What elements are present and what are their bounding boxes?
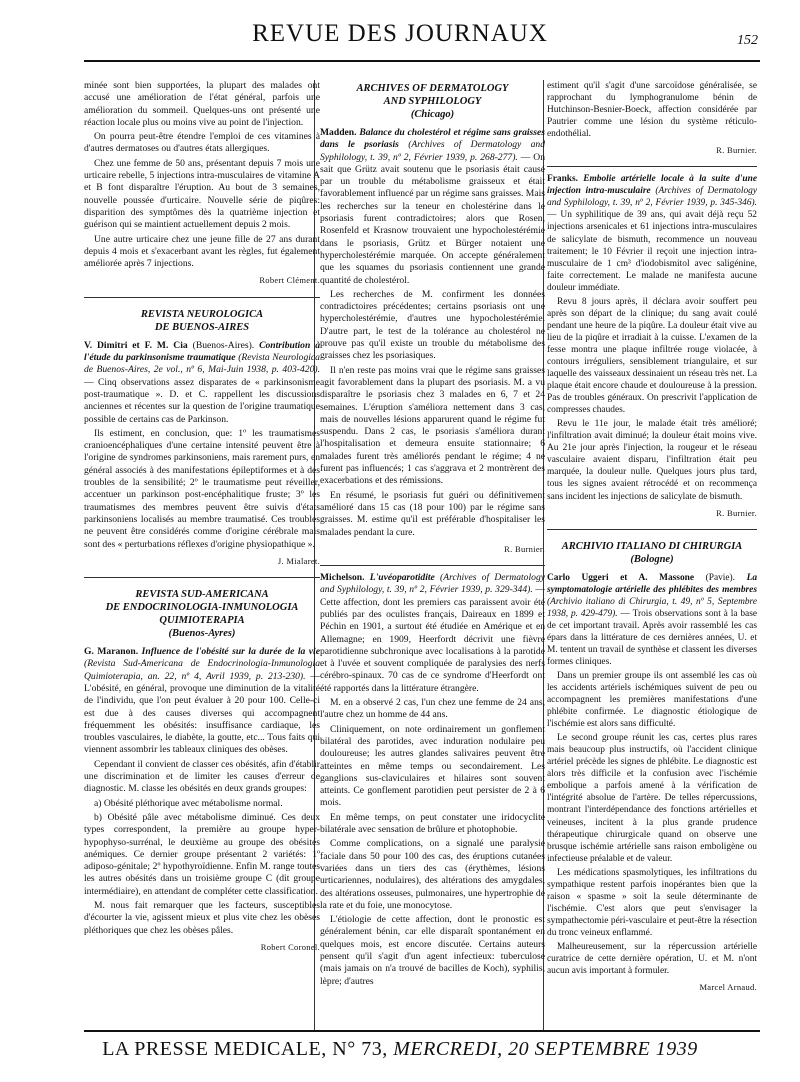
signature: R. Burnier. bbox=[716, 145, 757, 156]
section-rule bbox=[84, 297, 320, 298]
footer-journal: LA PRESSE MEDICALE, bbox=[102, 1038, 327, 1060]
article-body: — On sait que Grütz avait soutenu que le psoriasis était causé par un trouble du métabolisme graisseux et était favorablement influencé par un régime sans graisses. Mais les recherches sur la teneur en cholestérine dans le psoriasis furent contradictoires; alors que Rosen, Rosenfeld et Krasnow trouvaient une hypocholestérémie dans le psoriasis, Grütz et Bürger notaient une hypercholestérémie marquée. On accepte généralement que les squames du psoriasis contiennent une grande quantité de cholestérol. bbox=[320, 151, 545, 286]
journal-title: ARCHIVIO ITALIANO DI CHIRURGIA (Bologne) bbox=[561, 540, 743, 565]
article-title: L'uvéoparotidite bbox=[369, 572, 435, 584]
paragraph: Une autre urticaire chez une jeune fille de 27 ans durant depuis 4 mois et s'exacerbant avant les règles, fut également améliorée après 7 injections. bbox=[84, 233, 320, 270]
article-title: Influence de l'obésité sur la durée de la vie bbox=[141, 646, 320, 658]
article bbox=[84, 340, 320, 426]
article bbox=[547, 572, 757, 668]
article-reference: (Revista Neurologica de Buenos-Aires, 2e vol., nº 6, Mai-Juin 1938, p. 403-420). bbox=[84, 352, 320, 376]
paragraph: Il n'en reste pas moins vrai que le régime sans graisses agit favorablement dans la plupart des psoriasis. M. a vu disparaître le psoriasis chez 3 malades en 6, 7 et 24 semaines. L'éruption s'améliora nettement dans 3 cas, mais de nouvelles lésions apparurent quand le régime fut suspendu. Dans 2 cas, le psoriasis s'améliora durant l'hospitalisation et demeura ensuite stationnaire; 6 malades furent très améliorés pendant le régime; 4 ne furent pas influencés; 1 cas s'aggrava et 2 montrèrent des exacerbations et des rémissions. bbox=[320, 364, 545, 487]
article-reference: (Archives of Dermatology and Syphilology, t. 39, nº 2, Février 1939, p. 345-346). bbox=[547, 186, 757, 209]
journal-title: REVISTA NEUROLOGICA DE BUENOS-AIRES bbox=[140, 308, 264, 333]
article bbox=[320, 127, 545, 287]
paragraph: Comme complications, on a signalé une paralysie faciale dans 50 pour 100 des cas, des éruptions cutanées variées dans un tiers des cas (érythèmes, lésions urticariennes, nodulaires), des altérations des amygdales, des altérations osseuses, pulmonaires, une hypertrophie de la rate et du foie, une monocytose. bbox=[320, 838, 545, 911]
article-body: — Trois observations sont à la base de cet important travail. Après avoir rassemblé les cas épars dans la littérature de ces dernières années, U. et M. tentent un travail de synthèse et classent les diverses formes cliniques. bbox=[547, 608, 758, 667]
section-rule bbox=[547, 529, 757, 530]
paragraph: Revu le 11e jour, le malade était très amélioré; l'infiltration avait diminué; la douleur était moins vive. Au 21e jour après l'injection, la rougeur et le réseau vasculaire avaient disparu, l'infiltration était peu marquée, la douleur nulle. Quelques jours plus tard, tous les signes avaient rétrocédé et on recommença sans incident les injections de salicylate de bismuth. bbox=[547, 419, 757, 502]
running-title: REVUE DES JOURNAUX bbox=[252, 20, 548, 47]
article bbox=[84, 646, 320, 757]
article-reference: (Archives of Dermatology and Syphilology, t. 39, nº 2, Février 1939, p. 329-344). bbox=[320, 572, 545, 596]
section-rule bbox=[84, 577, 320, 578]
signature: Marcel Arnaud. bbox=[699, 982, 757, 993]
footer-date: MERCREDI, 20 SEPTEMBRE 1939 bbox=[393, 1038, 698, 1060]
page-header bbox=[0, 0, 800, 56]
article-authors: Michelson. bbox=[320, 572, 365, 584]
signature: R. Burnier. bbox=[716, 507, 757, 518]
article-reference: (Archives of Dermatology and Syphilology, t. 39, nº 2, Février 1939, p. 268-277). bbox=[320, 139, 545, 163]
paragraph: M. en a observé 2 cas, l'un chez une femme de 24 ans, l'autre chez un homme de 44 ans. bbox=[320, 697, 545, 721]
footer-issue: N° 73, bbox=[332, 1038, 388, 1060]
article-reference: (Archivio italiano di Chirurgia, t. 49, nº 5, Septembre 1938, p. 429-479). bbox=[547, 596, 757, 619]
article-title: La symptomatologie artérielle des phlébites des membres bbox=[547, 572, 758, 595]
article-authors: G. Maranon. bbox=[84, 646, 139, 658]
paragraph: Le second groupe réunit les cas, certes plus rares mais beaucoup plus instructifs, où l'accident clinique artériel précède les signes de phlébite. Le diagnostic est alors très difficile et la confusion avec l'ischémie embolique a parfois amené à la vérification de l'intégrité absolue de l'artère. De telles répercussions, montrant l'interdépendance des fonctions artérielles et veineuses, incitent à la plus grande prudence thérapeutique chirurgicale quand on observe une brusque ischémie artérielle sans raison emboligène ou infectieuse préalable et de valeur. bbox=[547, 733, 757, 864]
paragraph: Cependant il convient de classer ces obésités, afin d'établir une discrimination et de limiter les causes d'erreur de diagnostic. M. classe les obésités en deux grands groupes: bbox=[84, 758, 320, 795]
paragraph: M. nous fait remarquer que les facteurs, susceptibles d'écourter la vie, agissent mieux et plus vite chez les obèses pléthoriques que chez les obèses pâles. bbox=[84, 900, 320, 936]
article-body: — Cinq observations assez disparates de « parkinsonisme post-traumatique ». D. et C. rappellent les discussions anciennes et récentes sur la question de l'origine traumatique possible de certains cas de Parkinson. bbox=[84, 376, 320, 425]
page-number: 152 bbox=[737, 33, 758, 48]
article-authors: V. Dimitri et F. M. Cia bbox=[84, 339, 188, 351]
article-title: Contribution à l'étude du parkinsonisme traumatique bbox=[84, 339, 320, 364]
article-body: — Un syphilitique de 39 ans, qui avait déjà reçu 52 injections arsenicales et 61 injections intra-musculaires de salicylate de bismuth, recommence un nouveau traitement; le 10 Février il reçoit une injection intra-musculaire de 1 cm³ d'iodobismitol avec saligénine, faite correctement. Le malade ne manifesta aucune douleur immédiate. bbox=[547, 210, 757, 293]
paragraph: estiment qu'il s'agit d'une sarcoïdose généralisée, se rapprochant du lymphogranulome bénin de Hutchinson-Besnier-Boeck, affection considérée par Pautrier comme une lésion du système réticulo-endothélial. bbox=[547, 81, 757, 140]
article bbox=[320, 572, 545, 695]
paragraph: b) Obésité pâle avec métabolisme diminué. Ces deux types correspondent, la première au groupe hyper-hypophyso-surrénal, le deuxième au groupe des obésités anémiques. Ce dernier groupe présentant 2 variétés: 1º adiposo-génitale; 2º hypothyroïdienne. Enfin M. range toutes les autres obésités dans un troisième groupe C (dit groupe intermédiaire), en attendant de compléter cette classification. bbox=[84, 811, 320, 897]
footer-rule bbox=[84, 1030, 760, 1032]
signature: J. Mialaret. bbox=[277, 555, 320, 566]
article-authors: Madden. bbox=[320, 127, 357, 138]
paragraph: Ils estiment, en conclusion, que: 1º les traumatismes cranioencéphaliques d'une certaine intensité peuvent être à l'origine de syndromes parkinsoniens, mais rarement purs, en général associés à des manifestations épileptiformes et à des troubles de la sensibilité; 2º le traumatisme peut réveiller, accentuer un parkinson post-encéphalitique fruste; 3º les traumatismes des membres peuvent être suivis d'états parkinsoniens localisés au membre traumatisé. Ces troubles ne peuvent être considérés comme d'origine cérébrale mais sont des « perturbations réflexes d'origine physiopathique ». bbox=[84, 427, 320, 550]
paragraph: Revu 8 jours après, il déclara avoir souffert peu après son départ de la clinique; du sang avait coulé pendant une heure de la piqûre. La douleur était vive au lieu de la piqûre et irradiait à la cuisse. L'examen de la fesse montra une plaque infiltrée rouge violacée, à contours irréguliers, sensiblement triangulaire, et sur laquelle des vaisseaux dessinaient un réseau très net. La plaque était encore chaude et douloureuse à la pression. Pas de troubles généraux. On prescrivit l'application de compresses chaudes. bbox=[547, 296, 757, 416]
article bbox=[547, 173, 757, 293]
paragraph: L'étiologie de cette affection, dont le pronostic est généralement bénin, car elle disparaît spontanément en quelques mois, est encore discutée. Certains auteurs pensent qu'il s'agit d'un agent infectieux: tuberculose (mais jamais on n'a trouvé de bacilles de Koch), syphilis, lèpre; d'autres bbox=[320, 914, 545, 987]
author-affiliation: (Buenos-Aires). bbox=[192, 339, 255, 351]
page-footer bbox=[0, 1038, 800, 1061]
journal-title: REVISTA SUD-AMERICANA DE ENDOCRINOLOGIA-INMUNOLOGIA QUIMIOTERAPIA (Buenos-Ayres) bbox=[105, 589, 299, 640]
article-reference: (Revista Sud-Americana de Endocrinologia-Inmunologia Quimioterapia, an. 22, nº 4, Avril 1939, p. 213-230). bbox=[84, 658, 320, 682]
article-body: — Cette affection, dont les premiers cas paraissent avoir été publiés par des oculistes français, Daireaux en 1899 et Péchin en 1901, a surtout été étudiée en Amérique et en Allemagne; en 1909, Heerfordt décrivit une fièvre parotidienne subchronique avec localisations à la parotide et à l'uvée et souvent compliquée de paralysies des nerfs cérébro-spinaux. 70 cas de ce syndrome d'Heerfordt ont été rapportés dans la littérature étrangère. bbox=[320, 584, 545, 694]
article-authors: Carlo Uggeri et A. Massone bbox=[547, 572, 695, 583]
article-title: Balance du cholestérol et régime sans graisses dans le psoriasis bbox=[320, 127, 545, 151]
signature: Robert Clément. bbox=[259, 275, 320, 286]
column-1 bbox=[84, 80, 320, 963]
journal-title: ARCHIVES OF DERMATOLOGY AND SYPHILOLOGY (Chicago) bbox=[356, 83, 509, 120]
section-rule bbox=[320, 565, 545, 566]
article-body: — L'obésité, en général, provoque une diminution de la vitalité de l'individu, que l'on peut évaluer à 20 pour 100. Celle-ci est due à des causes diverses qui accompagnent fréquemment les obésités: insuffisance cardiaque, les troubles vasculaires, le diabète, la goutte, etc... Tous faits qui viennent assombrir les tableaux cliniques des obèses. bbox=[84, 670, 320, 756]
column-3 bbox=[547, 80, 757, 1003]
paragraph: minée sont bien supportées, la plupart des malades ont accusé une amélioration de l'état général, parfois une amélioration du sommeil. Quelques-uns ont présenté une réaction locale plus ou moins vive au point de l'injection. bbox=[84, 80, 320, 128]
section-rule bbox=[547, 166, 757, 167]
paragraph: Chez une femme de 50 ans, présentant depuis 7 mois une urticaire rebelle, 5 injections intra-musculaires de vitamine A et B font disparaître l'éruption. Au bout de 3 semaines, nouvelle poussée d'urticaire. Nouvelle série de piqûres: disparition des symptômes dès la quatrième injection et guérison qui se maintient actuellement depuis 2 mois. bbox=[84, 157, 320, 231]
signature: Robert Coronel. bbox=[260, 941, 320, 952]
paragraph: On pourra peut-être étendre l'emploi de ces vitamines à d'autres dermatoses ou d'autres états allergiques. bbox=[84, 131, 320, 155]
paragraph: Malheureusement, sur la répercussion artérielle curatrice de cette dernière opération, U. et M. n'ont aucun avis important à formuler. bbox=[547, 942, 757, 977]
article-authors: Franks. bbox=[547, 174, 578, 185]
article-title: Embolie artérielle locale à la suite d'une injection intra-musculaire bbox=[547, 174, 757, 197]
paragraph: En même temps, on peut constater une iridocyclite bilatérale avec sensation de brûlure et photophobie. bbox=[320, 811, 545, 836]
paragraph: Les recherches de M. confirment les données contradictoires précédentes; certains psoriasis ont une hypercholestérémie, d'autres une hypocholestérémie. D'autre part, le test de la tolérance au cholestérol ne prouve pas qu'il existe un trouble du métabolisme des graisses chez les psoriasiques. bbox=[320, 288, 545, 362]
paragraph: Les médications spasmolytiques, les infiltrations du sympathique restent parfois inopérantes bien que la raison « spasme » soit la seule déterminante de l'ischémie. C'est alors que peut s'envisager la sympathectomie péri-vasculaire et peut-être la résection du tronc veineux enflammé. bbox=[547, 867, 757, 938]
signature: R. Burnier. bbox=[504, 543, 545, 554]
header-rule bbox=[84, 60, 760, 62]
paragraph: Cliniquement, on note ordinairement un gonflement bilatéral des parotides, avec induration nodulaire peu douloureuse; les autres glandes salivaires peuvent être atteintes en même temps ou secondairement. Les ganglions sus-claviculaires et hilaires sont souvent atteints. Ce gonflement parotidien peut persister de 2 à 6 mois. bbox=[320, 723, 545, 809]
paragraph: En résumé, le psoriasis fut guéri ou définitivement amélioré dans 15 cas (18 pour 100) par le régime sans graisses. M. estime qu'il est préférable d'hospitaliser les malades pendant la cure. bbox=[320, 489, 545, 538]
paragraph: a) Obésité pléthorique avec métabolisme normal. bbox=[94, 797, 283, 809]
column-2 bbox=[320, 80, 545, 990]
author-affiliation: (Pavie). bbox=[705, 572, 736, 583]
paragraph: Dans un premier groupe ils ont assemblé les cas où les accidents artériels ischémiques suivent de peu ou accompagnent les premières manifestations d'une phlébite confirmée. Le diagnostic étiologique de l'ischémie est alors sans difficulté. bbox=[547, 670, 757, 730]
